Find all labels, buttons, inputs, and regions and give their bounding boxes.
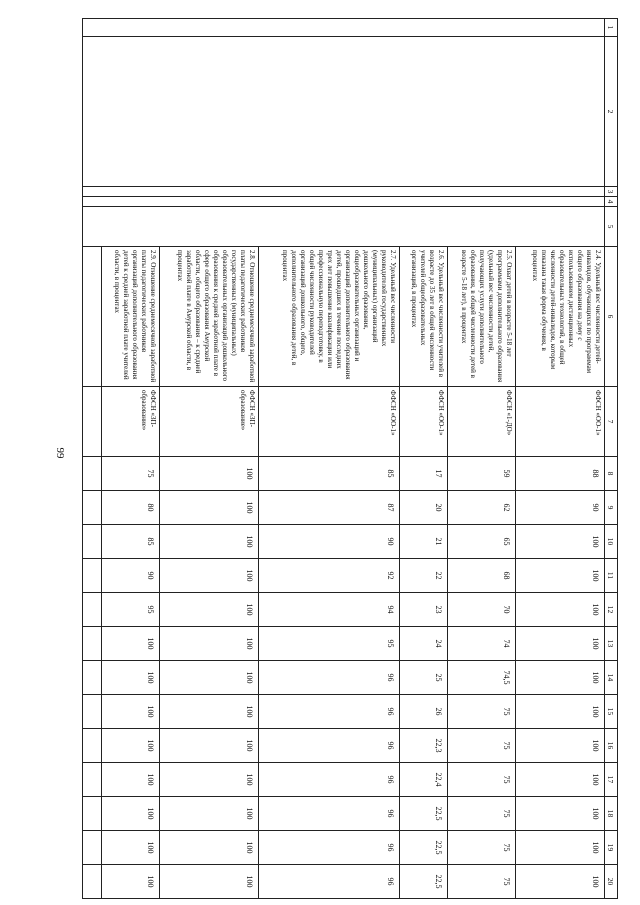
value-cell: 23: [400, 593, 447, 627]
empty-cell: [83, 491, 102, 525]
column-number: 1: [605, 19, 618, 37]
column-number: 14: [605, 661, 618, 695]
column-number: 9: [605, 491, 618, 525]
value-cell: 24: [400, 627, 447, 661]
value-cell: 96: [259, 661, 400, 695]
value-cell: 75: [447, 763, 515, 797]
empty-cell: [83, 559, 102, 593]
value-cell: 75: [447, 695, 515, 729]
column-number: 20: [605, 865, 618, 899]
empty-cell: [83, 197, 605, 207]
value-cell: 87: [259, 491, 400, 525]
empty-cell: [83, 865, 102, 899]
empty-cell: [83, 593, 102, 627]
table-row: [515, 19, 604, 899]
rotated-page: [82, 18, 618, 898]
empty-cell: [83, 763, 102, 797]
indicator-name: 2.9. Отношение среднемесячной заработной платы педагогических работников организаций дополнительного образования детей к средней заработной плате учителей области, в процентах: [102, 247, 160, 387]
column-number: 5: [605, 207, 618, 247]
value-cell: 74: [447, 627, 515, 661]
value-cell: 96: [259, 729, 400, 763]
column-number: 17: [605, 763, 618, 797]
value-cell: 100: [159, 627, 258, 661]
value-cell: 62: [447, 491, 515, 525]
value-cell: 100: [102, 729, 160, 763]
column-number: 12: [605, 593, 618, 627]
indicator-name: 2.5. Охват детей в возрасте 5-18 лет программами дополнительного образования (удельный вес численности детей, получающих услуги дополнительного образования, в общей численности детей в возрасте 5-18 лет), в процентах: [447, 247, 515, 387]
column-number: 15: [605, 695, 618, 729]
value-cell: 96: [259, 865, 400, 899]
table-canvas: [82, 18, 618, 898]
value-cell: 22,5: [400, 797, 447, 831]
column-number: 8: [605, 457, 618, 491]
value-cell: 100: [515, 525, 604, 559]
value-cell: 20: [400, 491, 447, 525]
value-cell: 22,5: [400, 831, 447, 865]
indicator-source: ФФСН «ОО-1»: [400, 387, 447, 457]
empty-cell: [83, 247, 102, 387]
column-number: 16: [605, 729, 618, 763]
value-cell: 100: [159, 491, 258, 525]
column-number: 19: [605, 831, 618, 865]
column-number: 7: [605, 387, 618, 457]
value-cell: 100: [159, 797, 258, 831]
column-number: 2: [605, 37, 618, 187]
column-number: 3: [605, 187, 618, 197]
value-cell: 100: [102, 763, 160, 797]
value-cell: 88: [515, 457, 604, 491]
value-cell: 75: [447, 797, 515, 831]
value-cell: 90: [515, 491, 604, 525]
value-cell: 100: [515, 627, 604, 661]
value-cell: 100: [102, 695, 160, 729]
value-cell: 100: [159, 695, 258, 729]
value-cell: 100: [515, 559, 604, 593]
empty-cell: [83, 457, 102, 491]
value-cell: 100: [102, 831, 160, 865]
indicator-name: 2.8. Отношение среднемесячной заработной платы педагогических работников государственных (муниципальных) образовательных организаций дошкольного образования к средней заработной плате в сфере общего образования Амурской области, общего образования – к средней заработной плате в Амурской области, в процентах: [159, 247, 258, 387]
value-cell: 65: [447, 525, 515, 559]
value-cell: 75: [447, 865, 515, 899]
indicator-name: 2.4. Удельный вес численности детей-инвалидов, обучающихся по программам общего образования на дому с использованием дистанционных образовательных технологий, в общей численности детей-инвалидов, которым показана такая форма обучения, в процентах: [515, 247, 604, 387]
value-cell: 100: [159, 593, 258, 627]
value-cell: 17: [400, 457, 447, 491]
value-cell: 80: [102, 491, 160, 525]
indicator-source: ФФСН «ОО-1»: [259, 387, 400, 457]
value-cell: 100: [515, 729, 604, 763]
indicator-table: [82, 18, 618, 899]
empty-cell: [83, 627, 102, 661]
indicator-source: ФФСН «ЗП-образование»: [102, 387, 160, 457]
value-cell: 100: [515, 763, 604, 797]
value-cell: 95: [259, 627, 400, 661]
value-cell: 85: [102, 525, 160, 559]
empty-cell: [83, 831, 102, 865]
column-number: 10: [605, 525, 618, 559]
value-cell: 100: [102, 627, 160, 661]
indicator-source: ФФСН «ЗП-образование»: [159, 387, 258, 457]
value-cell: 100: [515, 797, 604, 831]
column-number: 13: [605, 627, 618, 661]
value-cell: 59: [447, 457, 515, 491]
value-cell: 22,4: [400, 763, 447, 797]
value-cell: 22,5: [400, 865, 447, 899]
value-cell: 21: [400, 525, 447, 559]
empty-cell: [83, 207, 605, 247]
value-cell: 26: [400, 695, 447, 729]
value-cell: 94: [259, 593, 400, 627]
value-cell: 75: [447, 831, 515, 865]
indicator-name: 2.7. Удельный вес численности руководителей государственных (муниципальных) организаций дошкольного образования, общеобразовательных организаций и организаций дополнительного образования детей, прошедших в течение последних трех лет повышение квалификации или профессиональную переподготовку, в общей численности руководителей организаций дошкольного, общего, дополнительного образования детей, в процентах: [259, 247, 400, 387]
empty-cell: [83, 797, 102, 831]
empty-cell: [83, 695, 102, 729]
value-cell: 85: [259, 457, 400, 491]
value-cell: 100: [159, 457, 258, 491]
value-cell: 100: [102, 661, 160, 695]
value-cell: 100: [159, 831, 258, 865]
column-number: 18: [605, 797, 618, 831]
empty-cell: [83, 19, 605, 37]
value-cell: 96: [259, 695, 400, 729]
value-cell: 25: [400, 661, 447, 695]
value-cell: 96: [259, 763, 400, 797]
value-cell: 75: [102, 457, 160, 491]
value-cell: 22: [400, 559, 447, 593]
column-number: 4: [605, 197, 618, 207]
value-cell: 100: [515, 865, 604, 899]
value-cell: 100: [515, 695, 604, 729]
column-number-row: [605, 19, 618, 899]
value-cell: 100: [159, 729, 258, 763]
empty-cell: [83, 729, 102, 763]
empty-cell: [83, 187, 605, 197]
value-cell: 92: [259, 559, 400, 593]
value-cell: 100: [102, 865, 160, 899]
indicator-source: ФФСН «ОО-1»: [515, 387, 604, 457]
value-cell: 100: [159, 865, 258, 899]
value-cell: 95: [102, 593, 160, 627]
value-cell: 96: [259, 831, 400, 865]
value-cell: 90: [259, 525, 400, 559]
empty-cell: [83, 387, 102, 457]
column-number: 11: [605, 559, 618, 593]
value-cell: 100: [515, 661, 604, 695]
value-cell: 22,3: [400, 729, 447, 763]
empty-cell: [83, 525, 102, 559]
value-cell: 90: [102, 559, 160, 593]
value-cell: 100: [159, 763, 258, 797]
value-cell: 100: [159, 661, 258, 695]
value-cell: 70: [447, 593, 515, 627]
indicator-name: 2.6. Удельный вес численности учителей в возрасте до 35 лет в общей численности учителей общеобразовательных организаций, в процентах: [400, 247, 447, 387]
value-cell: 75: [447, 729, 515, 763]
empty-cell: [83, 37, 605, 187]
value-cell: 100: [159, 559, 258, 593]
value-cell: 100: [159, 525, 258, 559]
column-number: 6: [605, 247, 618, 387]
value-cell: 100: [515, 831, 604, 865]
value-cell: 68: [447, 559, 515, 593]
value-cell: 74,5: [447, 661, 515, 695]
indicator-source: ФФСН «1-ДО»: [447, 387, 515, 457]
page-number: 99: [54, 447, 66, 459]
empty-cell: [83, 661, 102, 695]
value-cell: 100: [515, 593, 604, 627]
value-cell: 96: [259, 797, 400, 831]
value-cell: 100: [102, 797, 160, 831]
